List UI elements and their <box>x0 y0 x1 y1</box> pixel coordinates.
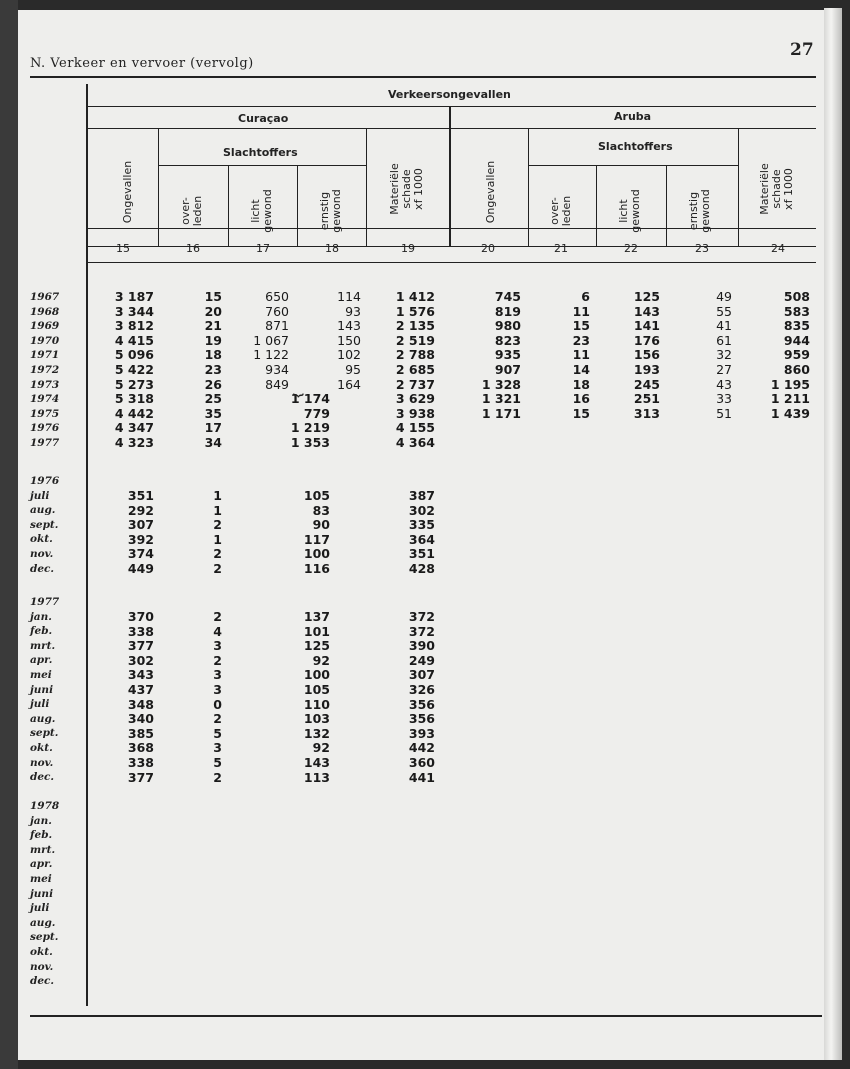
table-cell: 0 <box>213 696 222 712</box>
table-cell: 176 <box>633 332 660 348</box>
annual-col-23 <box>690 290 732 421</box>
row-label: juni <box>30 887 54 900</box>
table-cell: 245 <box>633 376 660 392</box>
row-label: jan. <box>30 610 52 623</box>
annual-col-19 <box>383 290 435 451</box>
table-cell: 3 629 <box>395 391 435 407</box>
col-ongevallen-aru: Ongevallen <box>484 160 497 224</box>
table-cell: 25 <box>204 391 222 407</box>
table-cell: 307 <box>408 667 435 683</box>
row-label: feb. <box>30 829 53 842</box>
table-cell: 49 <box>716 289 732 304</box>
table-cell: 449 <box>127 560 154 576</box>
m1976-col-16 <box>178 489 222 577</box>
table-cell: 823 <box>494 332 521 348</box>
table-cell: 385 <box>127 725 154 741</box>
table-cell: 32 <box>716 347 732 363</box>
row-label: feb. <box>30 625 53 638</box>
table-cell: 3 938 <box>395 405 435 421</box>
table-cell: 374 <box>127 546 154 562</box>
table-cell: 302 <box>127 652 154 668</box>
row-label: mrt. <box>30 843 56 856</box>
table-cell: 2 <box>213 769 222 785</box>
annual-col-17-18 <box>280 392 330 450</box>
table-cell: 437 <box>127 681 154 697</box>
table-cell: 1 211 <box>770 391 810 407</box>
table-cell: 313 <box>633 405 660 421</box>
table-cell: 1 328 <box>481 376 521 392</box>
table-cell: 20 <box>204 303 222 319</box>
table-cell: 51 <box>716 405 732 421</box>
annual-col-15 <box>108 290 154 451</box>
row-label: 1977 <box>30 436 60 449</box>
colnum-16: 16 <box>186 242 200 255</box>
col-ongevallen-cur: Ongevallen <box>121 160 134 224</box>
table-cell: 1 <box>213 488 222 503</box>
table-cell: 1 174 <box>290 391 330 406</box>
row-label: apr. <box>30 858 53 871</box>
year-labels <box>30 290 59 451</box>
curacao-header: Curaçao <box>238 112 289 125</box>
labels-1977 <box>30 595 59 785</box>
m1977-col-19 <box>383 610 435 785</box>
table-cell: 372 <box>408 623 435 639</box>
table-cell: 1 576 <box>395 303 435 319</box>
table-cell: 15 <box>572 318 590 334</box>
table-cell: 41 <box>716 318 732 334</box>
table-cell: 583 <box>783 303 810 319</box>
row-label: 1974 <box>30 393 60 406</box>
table-cell: 650 <box>265 289 289 304</box>
row-label: juli <box>30 489 50 502</box>
top-rule <box>30 76 816 78</box>
table-cell: 1 412 <box>395 289 435 304</box>
m1977-col-17-18 <box>280 610 330 785</box>
table-cell: 3 <box>213 681 222 697</box>
table-cell: 3 187 <box>114 289 154 304</box>
table-cell: 34 <box>204 434 222 450</box>
table-cell: 1 321 <box>481 391 521 407</box>
annual-col-16 <box>178 290 222 451</box>
table-cell: 6 <box>581 289 590 304</box>
row-label: 1971 <box>30 349 60 362</box>
table-cell: 95 <box>345 361 361 377</box>
year-heading: 1978 <box>30 800 60 812</box>
table-cell: 338 <box>127 623 154 639</box>
table-cell: 934 <box>265 361 289 377</box>
table-cell: 2 685 <box>395 361 435 377</box>
table-cell: 19 <box>204 332 222 348</box>
vline-4 <box>366 128 367 246</box>
aruba-slachtoffers-rule <box>528 165 738 166</box>
table-cell: 4 <box>213 623 222 639</box>
m1977-col-15 <box>108 610 154 785</box>
vline-1 <box>158 128 159 246</box>
table-cell: 745 <box>494 289 521 304</box>
table-cell: 356 <box>408 711 435 727</box>
colnum-20: 20 <box>481 242 495 255</box>
row-label: dec. <box>30 562 55 575</box>
title-rule <box>86 106 816 107</box>
table-cell: 14 <box>572 361 590 377</box>
colnum-17: 17 <box>256 242 270 255</box>
table-cell: 110 <box>303 696 330 712</box>
row-label: mrt. <box>30 639 56 652</box>
table-cell: 3 <box>213 638 222 654</box>
table-cell: 11 <box>572 347 590 363</box>
table-cell: 116 <box>303 560 330 576</box>
row-label: apr. <box>30 654 53 667</box>
col-ernstig-aru: ernstig gewond <box>687 189 712 233</box>
table-cell: 356 <box>408 696 435 712</box>
page-number: 27 <box>790 40 814 60</box>
table-cell: 307 <box>127 517 154 533</box>
table-cell: 1 439 <box>770 405 810 421</box>
curacao-slachtoffers: Slachtoffers <box>223 146 298 159</box>
col-ernstig-cur: ernstig gewond <box>318 189 343 233</box>
table-cell: 61 <box>716 332 732 348</box>
table-cell: 113 <box>303 769 330 785</box>
table-cell: 3 <box>213 667 222 683</box>
table-cell: 105 <box>303 488 330 503</box>
table-cell: 3 <box>213 740 222 756</box>
table-cell: 1 <box>213 502 222 518</box>
table-cell: 326 <box>408 681 435 697</box>
table-cell: 55 <box>716 303 732 319</box>
table-cell: 11 <box>572 303 590 319</box>
colnum-23: 23 <box>695 242 709 255</box>
row-label: 1976 <box>30 422 60 435</box>
labels-1976 <box>30 474 59 576</box>
table-cell: 137 <box>303 609 330 624</box>
table-cell: 338 <box>127 754 154 770</box>
table-cell: 442 <box>408 740 435 756</box>
vline-6 <box>596 165 597 246</box>
table-cell: 5 273 <box>114 376 154 392</box>
table-cell: 92 <box>312 740 330 756</box>
table-cell: 2 <box>213 546 222 562</box>
table-cell: 360 <box>408 754 435 770</box>
table-cell: 2 135 <box>395 318 435 334</box>
table-cell: 819 <box>494 303 521 319</box>
table-cell: 143 <box>633 303 660 319</box>
table-cell: 4 155 <box>395 420 435 436</box>
table-cell: 835 <box>783 318 810 334</box>
table-cell: 102 <box>337 347 361 363</box>
table-cell: 93 <box>345 303 361 319</box>
vline-7 <box>666 165 667 246</box>
row-label: 1969 <box>30 320 60 333</box>
table-cell: 907 <box>494 361 521 377</box>
table-cell: 4 415 <box>114 332 154 348</box>
row-label: okt. <box>30 945 53 958</box>
colnum-18: 18 <box>325 242 339 255</box>
table-cell: 340 <box>127 711 154 727</box>
colnum-15: 15 <box>116 242 130 255</box>
table-cell: 2 <box>213 517 222 533</box>
table-cell: 92 <box>312 652 330 668</box>
table-cell: 21 <box>204 318 222 334</box>
row-label: 1970 <box>30 334 60 347</box>
table-cell: 18 <box>204 347 222 363</box>
table-cell: 101 <box>303 623 330 639</box>
table-cell: 871 <box>265 318 289 334</box>
table-cell: 35 <box>204 405 222 421</box>
table-cell: 23 <box>204 361 222 377</box>
row-label: aug. <box>30 504 56 517</box>
m1976-col-15 <box>108 489 154 577</box>
row-label: okt. <box>30 741 53 754</box>
col-overleden-cur: over- leden <box>179 195 204 227</box>
annual-col-21 <box>548 290 590 421</box>
table-cell: 428 <box>408 560 435 576</box>
table-cell: 4 347 <box>114 420 154 436</box>
table-cell: 1 219 <box>290 420 330 436</box>
body-rule <box>86 262 816 263</box>
row-label: 1973 <box>30 378 60 391</box>
table-cell: 43 <box>716 376 732 392</box>
table-cell: 33 <box>716 391 732 407</box>
vline-8 <box>738 128 739 246</box>
table-cell: 100 <box>303 667 330 683</box>
table-cell: 125 <box>633 289 660 304</box>
table-cell: 935 <box>494 347 521 363</box>
aruba-header: Aruba <box>614 110 652 123</box>
col-licht-cur: licht gewond <box>249 189 274 233</box>
table-cell: 4 364 <box>395 434 435 450</box>
table-cell: 117 <box>303 531 330 547</box>
table-cell: 251 <box>633 391 660 407</box>
table-cell: 100 <box>303 546 330 562</box>
stub-divider <box>86 84 88 1006</box>
table-cell: 335 <box>408 517 435 533</box>
row-label: aug. <box>30 916 56 929</box>
table-cell: 141 <box>633 318 660 334</box>
table-cell: 368 <box>127 740 154 756</box>
annual-col-20 <box>473 290 521 421</box>
col-materiele-aru: Materiële schade xf 1000 <box>758 163 795 215</box>
table-cell: 23 <box>572 332 590 348</box>
table-cell: 302 <box>408 502 435 518</box>
table-cell: 16 <box>572 391 590 407</box>
table-cell: 150 <box>337 332 361 348</box>
table-cell: 18 <box>572 376 590 392</box>
table-cell: 125 <box>303 638 330 654</box>
table-cell: 5 <box>213 754 222 770</box>
merge-brace: ⏟ <box>293 376 304 397</box>
region-divider <box>449 106 451 246</box>
annual-col-24 <box>760 290 810 421</box>
table-cell: 351 <box>127 488 154 503</box>
table-cell: 114 <box>337 289 361 304</box>
table-cell: 1 122 <box>253 347 289 363</box>
table-cell: 292 <box>127 502 154 518</box>
col-overleden-aru: over- leden <box>548 195 573 227</box>
table-cell: 390 <box>408 638 435 654</box>
table-cell: 15 <box>572 405 590 421</box>
table-cell: 860 <box>783 361 810 377</box>
table-cell: 105 <box>303 681 330 697</box>
table-cell: 143 <box>337 318 361 334</box>
document-page <box>18 10 824 1060</box>
table-cell: 959 <box>783 347 810 363</box>
row-label: 1975 <box>30 407 60 420</box>
vline-5 <box>528 128 529 246</box>
curacao-slachtoffers-rule <box>158 165 366 166</box>
table-cell: 83 <box>312 502 330 518</box>
table-cell: 343 <box>127 667 154 683</box>
table-cell: 1 171 <box>481 405 521 421</box>
annual-col-22 <box>618 290 660 421</box>
table-cell: 387 <box>408 488 435 503</box>
table-cell: 508 <box>783 289 810 304</box>
table-cell: 760 <box>265 303 289 319</box>
row-label: sept. <box>30 518 59 531</box>
row-label: mei <box>30 872 52 885</box>
table-cell: 1 353 <box>290 434 330 450</box>
row-label: aug. <box>30 712 56 725</box>
table-title: Verkeersongevallen <box>388 88 511 101</box>
table-cell: 2 <box>213 652 222 668</box>
table-cell: 779 <box>303 405 330 421</box>
labels-1978 <box>30 799 59 989</box>
table-cell: 17 <box>204 420 222 436</box>
table-cell: 2 <box>213 711 222 727</box>
table-cell: 164 <box>337 376 361 392</box>
row-label: 1967 <box>30 291 60 303</box>
table-cell: 103 <box>303 711 330 727</box>
colnum-19: 19 <box>401 242 415 255</box>
m1976-col-19 <box>383 489 435 577</box>
colnum-24: 24 <box>771 242 785 255</box>
row-label: nov. <box>30 960 54 973</box>
row-label: sept. <box>30 931 59 944</box>
table-cell: 351 <box>408 546 435 562</box>
table-cell: 1 195 <box>770 376 810 392</box>
row-label: juli <box>30 698 50 711</box>
vline-2 <box>228 165 229 246</box>
row-label: dec. <box>30 771 55 784</box>
table-cell: 377 <box>127 638 154 654</box>
book-spine <box>0 0 18 1069</box>
col-licht-aru: licht gewond <box>617 189 642 233</box>
table-cell: 5 318 <box>114 391 154 407</box>
row-label: 1972 <box>30 363 60 376</box>
year-heading: 1977 <box>30 596 60 608</box>
bottom-rule <box>30 1015 822 1017</box>
table-cell: 2 <box>213 560 222 576</box>
table-cell: 3 344 <box>114 303 154 319</box>
table-cell: 980 <box>494 318 521 334</box>
region-rule <box>86 128 816 129</box>
table-cell: 26 <box>204 376 222 392</box>
aruba-slachtoffers: Slachtoffers <box>598 140 673 153</box>
table-cell: 441 <box>408 769 435 785</box>
table-cell: 377 <box>127 769 154 785</box>
table-cell: 372 <box>408 609 435 624</box>
table-cell: 1 <box>213 531 222 547</box>
table-cell: 849 <box>265 376 289 392</box>
table-cell: 15 <box>204 289 222 304</box>
m1977-col-16 <box>178 610 222 785</box>
table-cell: 393 <box>408 725 435 741</box>
table-cell: 5 096 <box>114 347 154 363</box>
table-cell: 2 519 <box>395 332 435 348</box>
row-label: jan. <box>30 814 52 827</box>
colnum-21: 21 <box>554 242 568 255</box>
colnum-22: 22 <box>624 242 638 255</box>
row-label: juli <box>30 902 50 915</box>
row-label: okt. <box>30 533 53 546</box>
table-cell: 3 812 <box>114 318 154 334</box>
table-cell: 27 <box>716 361 732 377</box>
table-cell: 2 788 <box>395 347 435 363</box>
row-label: juni <box>30 683 54 696</box>
table-cell: 944 <box>783 332 810 348</box>
table-cell: 392 <box>127 531 154 547</box>
row-label: mei <box>30 668 52 681</box>
table-cell: 5 <box>213 725 222 741</box>
row-label: 1968 <box>30 305 60 318</box>
table-cell: 364 <box>408 531 435 547</box>
table-cell: 4 442 <box>114 405 154 421</box>
year-heading: 1976 <box>30 475 60 487</box>
table-cell: 5 422 <box>114 361 154 377</box>
table-cell: 2 <box>213 609 222 624</box>
table-cell: 249 <box>408 652 435 668</box>
table-cell: 4 323 <box>114 434 154 450</box>
row-label: dec. <box>30 975 55 988</box>
table-cell: 193 <box>633 361 660 377</box>
table-cell: 132 <box>303 725 330 741</box>
vline-3 <box>297 165 298 246</box>
col-materiele-cur: Materiële schade xf 1000 <box>388 163 425 215</box>
table-cell: 1 067 <box>253 332 289 348</box>
row-label: sept. <box>30 727 59 740</box>
row-label: nov. <box>30 547 54 560</box>
table-cell: 370 <box>127 609 154 624</box>
table-cell: 156 <box>633 347 660 363</box>
table-cell: 90 <box>312 517 330 533</box>
table-cell: 348 <box>127 696 154 712</box>
m1976-col-17-18 <box>280 489 330 577</box>
table-cell: 2 737 <box>395 376 435 392</box>
table-cell: 143 <box>303 754 330 770</box>
page-edge <box>824 8 842 1060</box>
row-label: nov. <box>30 756 54 769</box>
section-heading: N. Verkeer en vervoer (vervolg) <box>30 56 254 71</box>
